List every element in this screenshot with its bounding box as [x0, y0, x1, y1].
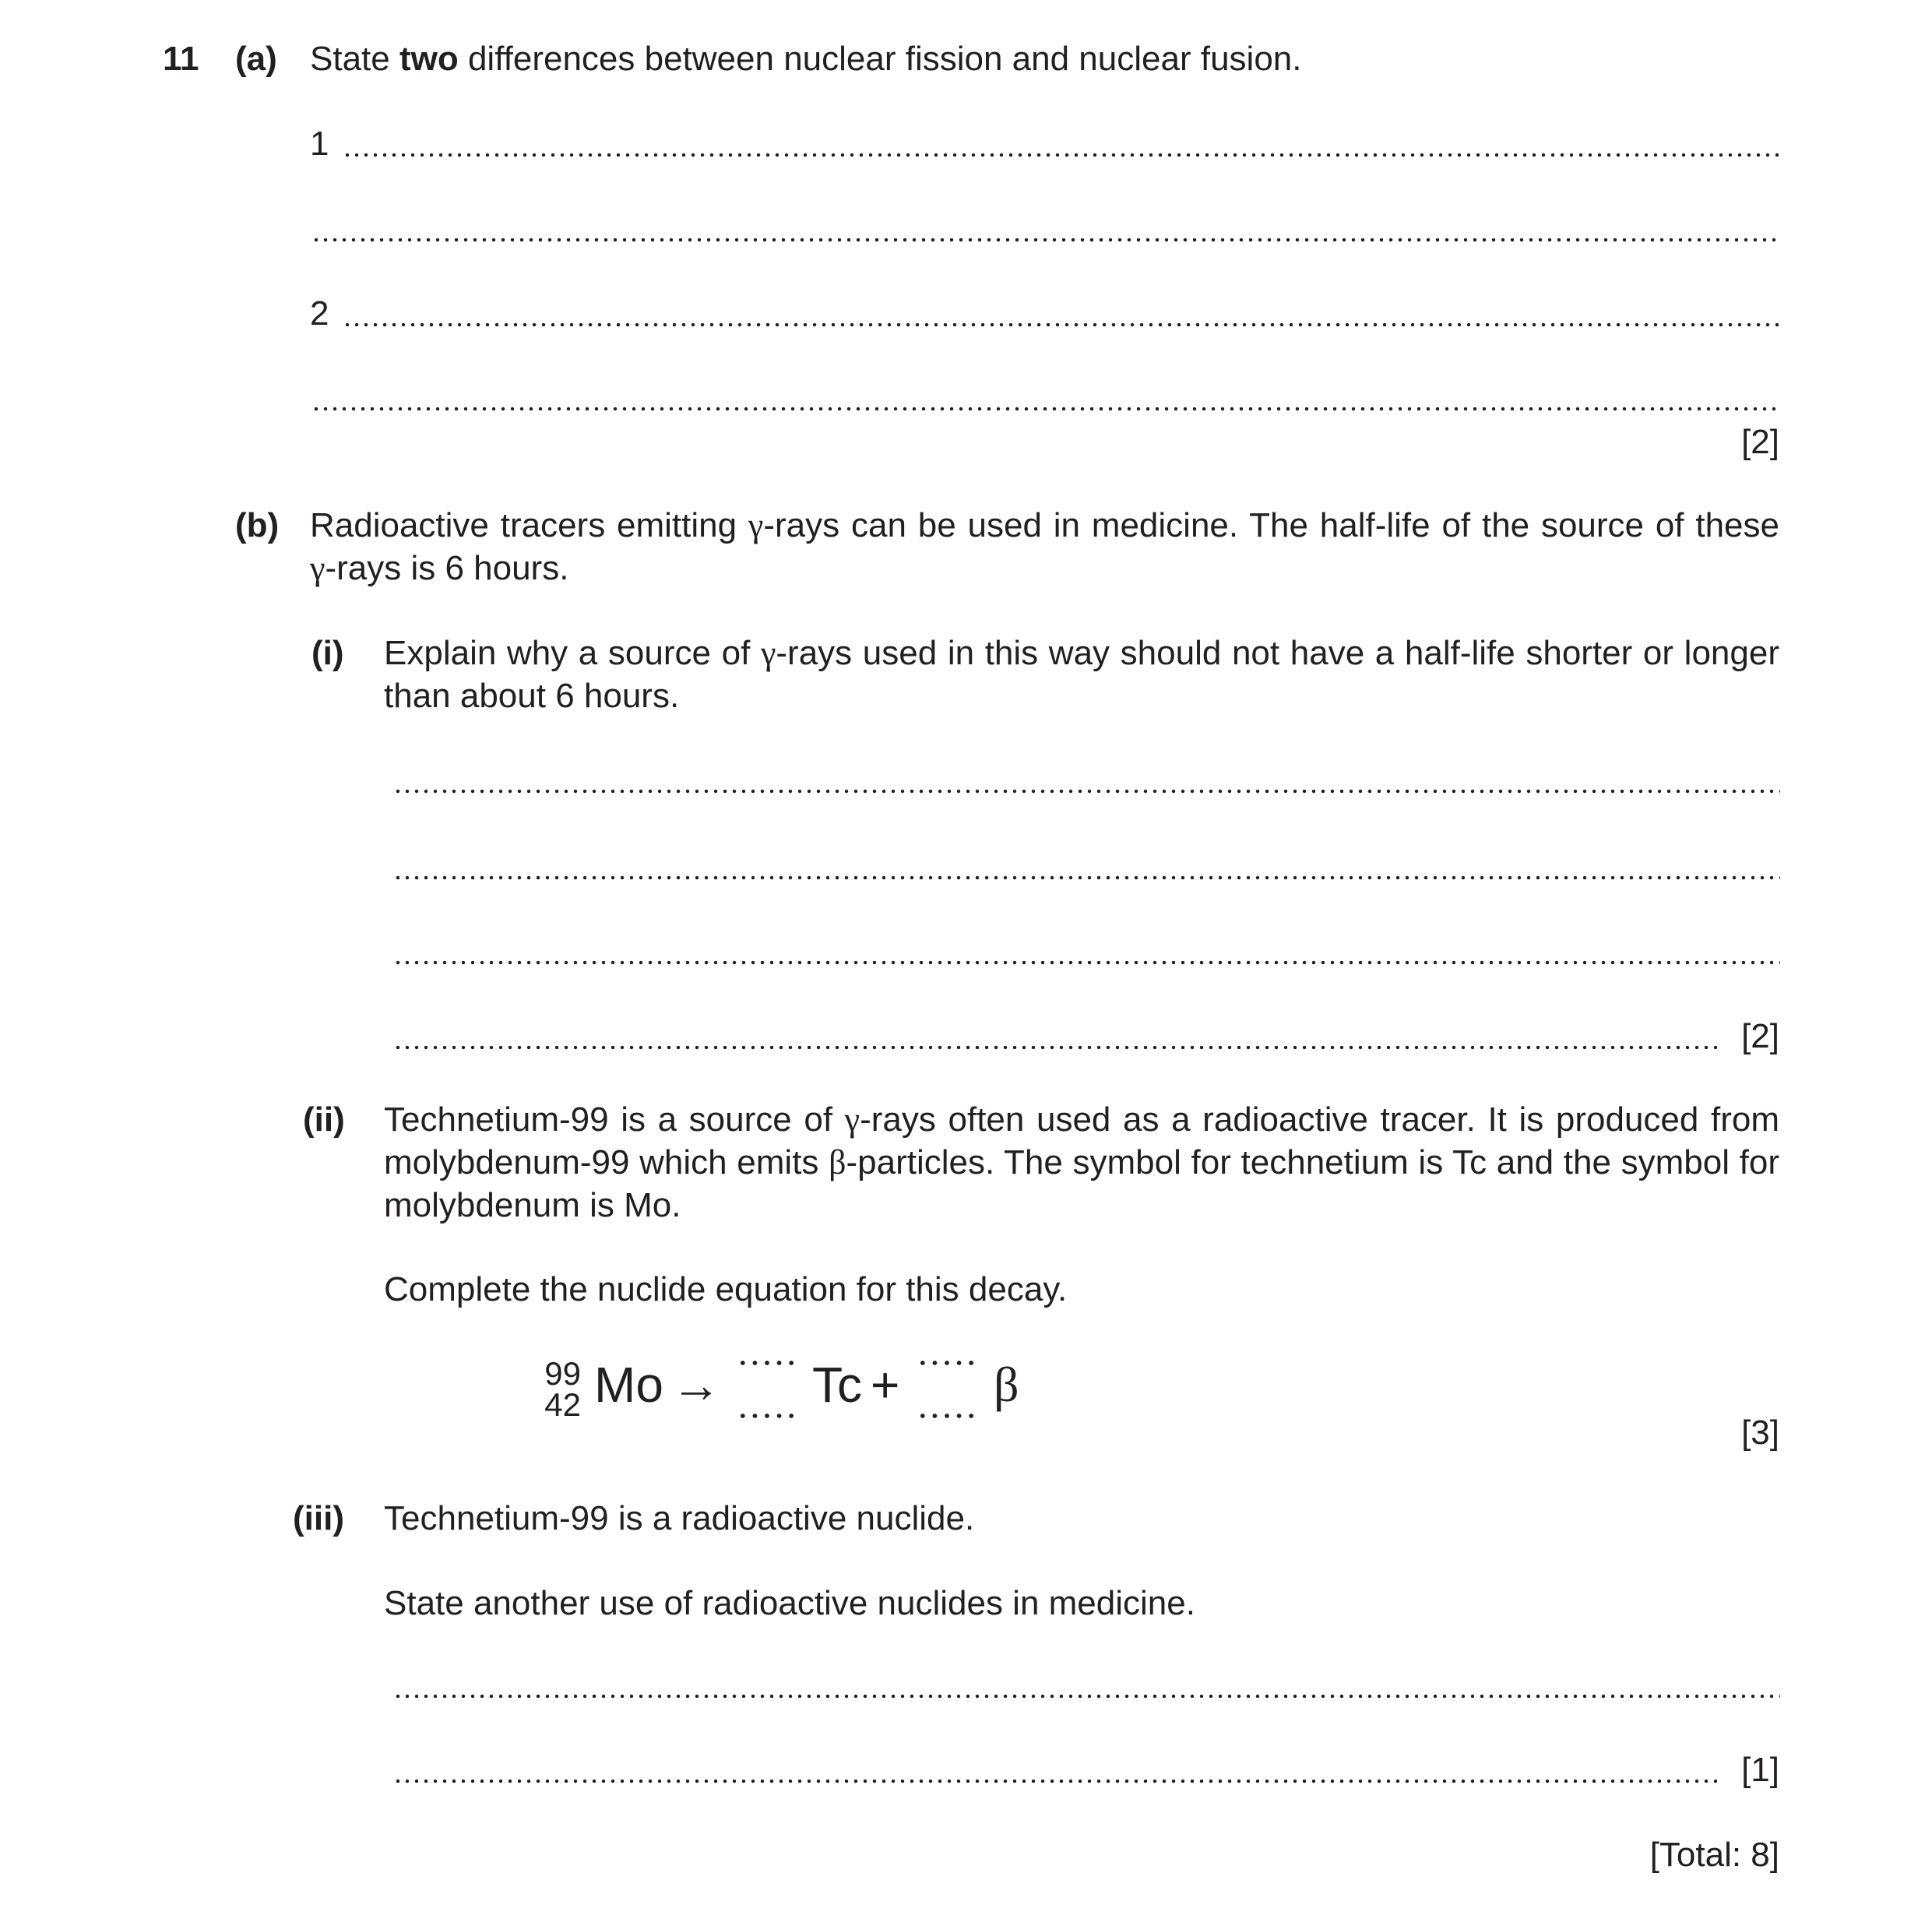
parent-nuclide: Mo: [594, 1357, 663, 1413]
part-b-intro-text-3: -rays is 6 hours.: [325, 549, 569, 587]
gamma-symbol: γ: [760, 634, 776, 672]
gamma-symbol: γ: [310, 549, 326, 587]
mass-number: 99: [544, 1355, 581, 1392]
daughter-nuclide: Tc: [812, 1357, 862, 1413]
atomic-number: 42: [544, 1386, 581, 1423]
answer-line-a2-1[interactable]: [343, 322, 1780, 327]
particle-atomic-number-blank[interactable]: [917, 1414, 977, 1418]
daughter-atomic-number-blank[interactable]: [737, 1414, 797, 1418]
part-b-intro-text-1: Radioactive tracers emitting: [310, 506, 748, 544]
part-b-iii-marks: [1]: [1741, 1751, 1779, 1789]
reaction-arrow: →: [671, 1357, 721, 1413]
beta-symbol: β: [829, 1143, 846, 1181]
daughter-mass-number-blank[interactable]: [737, 1361, 797, 1365]
part-b-ii-text-3: -particles. The symbol for technetium is Tc and the symbol for molybdenum is Mo.: [384, 1143, 1779, 1224]
part-b-i-text-1: Explain why a source of: [384, 634, 761, 672]
particle-mass-number-blank[interactable]: [917, 1361, 977, 1365]
answer-line-bi-2[interactable]: [393, 875, 1780, 880]
part-b-iii-statement: Technetium-99 is a radioactive nuclide.: [384, 1499, 975, 1537]
answer-line-a2-2[interactable]: [311, 407, 1780, 411]
part-b-ii-marks: [3]: [1741, 1414, 1779, 1452]
part-b-ii-text-1: Technetium-99 is a source of: [384, 1100, 845, 1139]
part-a-prompt-emphasis: two: [399, 40, 459, 78]
part-b-i-label: (i): [311, 634, 344, 672]
part-a-label: (a): [235, 40, 277, 78]
answer-line-bi-3[interactable]: [393, 960, 1780, 965]
beta-particle: β: [994, 1357, 1019, 1412]
part-b-i-prompt: [384, 632, 1779, 717]
part-a-prompt-start: State: [310, 40, 399, 78]
part-a-prompt-end: differences between nuclear fission and nuclear fusion.: [458, 40, 1302, 78]
part-b-ii-instruction: Complete the nuclide equation for this decay.: [384, 1270, 1068, 1308]
part-b-intro: [310, 504, 1779, 590]
answer-line-biii-1[interactable]: [393, 1694, 1780, 1699]
part-b-ii-text-2: -rays often used as a radioactive tracer. It is produced from molybdenum-99 which emits: [384, 1100, 1779, 1181]
part-a-marks: [2]: [1741, 423, 1779, 461]
part-b-intro-text-2: -rays can be used in medicine. The half-life of the source of these: [763, 506, 1779, 544]
answer-line-a1-1[interactable]: [343, 153, 1780, 157]
part-b-i-marks: [2]: [1741, 1017, 1779, 1055]
answer-line-bi-1[interactable]: [393, 789, 1780, 794]
part-b-ii-label: (ii): [303, 1100, 345, 1139]
gamma-symbol: γ: [844, 1100, 860, 1139]
part-b-ii-prompt: [384, 1098, 1779, 1227]
answer-2-label: 2: [310, 294, 329, 333]
question-number: 11: [163, 40, 199, 78]
answer-line-bi-4[interactable]: [393, 1045, 1717, 1050]
plus-sign: +: [871, 1357, 900, 1413]
answer-line-a1-2[interactable]: [311, 238, 1780, 242]
part-b-iii-instruction: State another use of radioactive nuclides in medicine.: [384, 1584, 1195, 1622]
part-a-prompt: [310, 37, 1301, 80]
gamma-symbol: γ: [748, 506, 764, 544]
answer-1-label: 1: [310, 125, 329, 163]
part-b-label: (b): [235, 506, 280, 544]
part-b-i-text-2: -rays used in this way should not have a half-life shorter or longer than about 6 hours.: [384, 634, 1779, 715]
answer-line-biii-2[interactable]: [393, 1779, 1717, 1783]
part-b-iii-label: (iii): [293, 1499, 344, 1537]
total-marks: [Total: 8]: [1649, 1836, 1779, 1874]
